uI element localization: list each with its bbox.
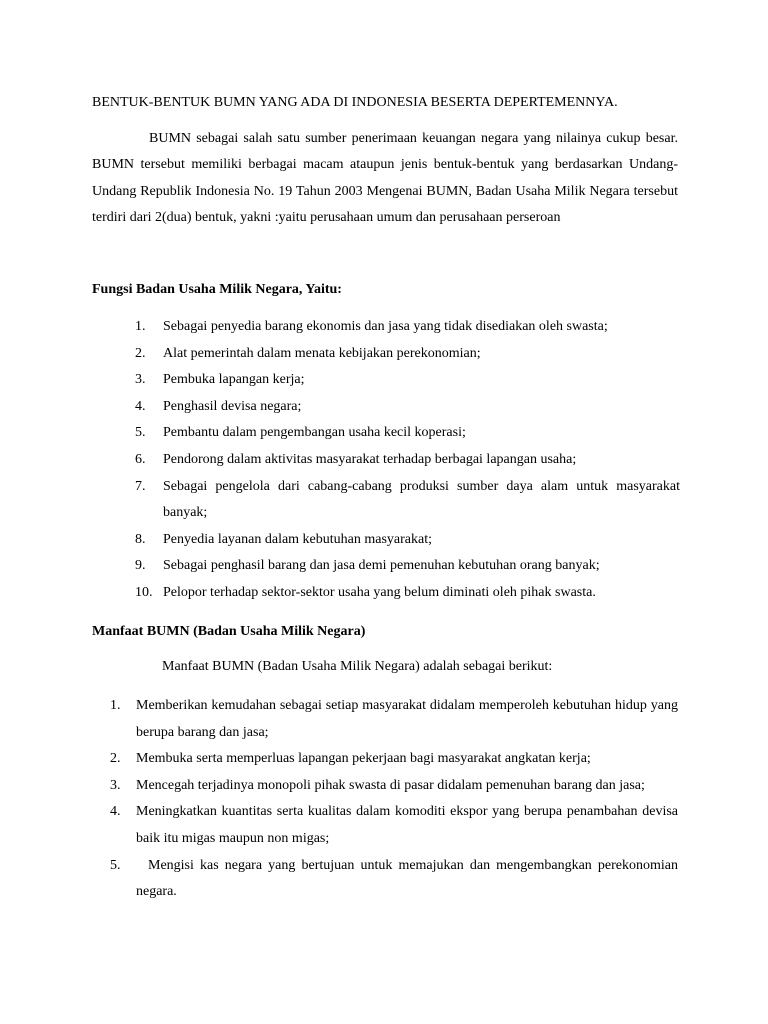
list-item-text: Pendorong dalam aktivitas masyarakat terhadap berbagai lapangan usaha; [163,451,577,467]
list-item [135,341,680,368]
list-item [110,799,678,852]
list-item [110,693,678,746]
list-item [135,553,680,580]
list-item-number: 1. [110,698,121,713]
list-item-number: 2. [135,345,146,361]
list-item-number: 5. [135,425,146,441]
list-item-number: 7. [135,478,146,494]
fungsi-heading: Fungsi Badan Usaha Milik Negara, Yaitu: [92,282,342,297]
list-item [135,367,680,394]
list-item [110,746,678,773]
list-item-number: 9. [135,558,146,574]
intro-paragraph: BUMN sebagai salah satu sumber penerimaan keuangan negara yang nilainya cukup besar. BUMN tersebut memiliki berbagai macam ataupun jenis bentuk-bentuk yang berdasarkan Undang-Undang Republik Indonesia No. 19 Tahun 2003 Mengenai BUMN, Badan Usaha Milik Negara tersebut terdiri dari 2(dua) bentuk, yakni :yaitu perusahaan umum dan perusahaan perseroan [92,131,678,226]
list-item-text: Membuka serta memperluas lapangan pekerjaan bagi masyarakat angkatan kerja; [136,751,591,767]
list-item-number: 2. [110,751,121,767]
list-item [135,314,680,341]
list-item-number: 3. [110,777,121,793]
manfaat-intro: Manfaat BUMN (Badan Usaha Milik Negara) adalah sebagai berikut: [162,659,553,674]
list-item-text: Pelopor terhadap sektor-sektor usaha yang belum diminati oleh pihak swasta. [163,584,596,600]
manfaat-heading: Manfaat BUMN (Badan Usaha Milik Negara) [92,624,366,639]
list-item [135,447,680,474]
manfaat-list [110,693,678,906]
list-item-number: 4. [135,398,146,414]
list-item-number: 1. [135,319,146,334]
list-item-number: 3. [135,372,146,388]
list-item-text: Penghasil devisa negara; [163,398,302,414]
list-item-text: Pembuka lapangan kerja; [163,372,305,388]
list-item-text: Alat pemerintah dalam menata kebijakan perekonomian; [163,345,481,361]
list-item-text: Sebagai penghasil barang dan jasa demi pemenuhan kebutuhan orang banyak; [163,558,600,574]
list-item [135,580,680,607]
list-item [110,853,678,906]
list-item-text: Meningkatkan kuantitas serta kualitas dalam komoditi ekspor yang berupa penambahan devisa baik itu migas maupun non migas; [136,804,678,846]
list-item [135,527,680,554]
list-item-text: Sebagai penyedia barang ekonomis dan jasa yang tidak disediakan oleh swasta; [163,319,608,334]
list-item-number: 6. [135,451,146,467]
fungsi-list [135,314,680,607]
list-item [135,394,680,421]
list-item-text: Sebagai pengelola dari cabang-cabang produksi sumber daya alam untuk masyarakat banyak; [163,478,680,521]
list-item-number: 8. [135,531,146,547]
list-item-number: 4. [110,804,121,820]
list-item [110,773,678,800]
list-item [135,420,680,447]
list-item-text: Mencegah terjadinya monopoli pihak swasta di pasar didalam pemenuhan barang dan jasa; [136,777,645,793]
list-item [135,474,680,527]
list-item-text: Memberikan kemudahan sebagai setiap masyarakat didalam memperoleh kebutuhan hidup yang berupa barang dan jasa; [136,698,678,740]
document-title: BENTUK-BENTUK BUMN YANG ADA DI INDONESIA BESERTA DEPERTEMENNYA. [92,95,618,110]
list-item-number: 10. [135,584,153,600]
list-item-text: Pembantu dalam pengembangan usaha kecil koperasi; [163,425,466,441]
list-item-number: 5. [110,857,121,873]
list-item-text: Mengisi kas negara yang bertujuan untuk memajukan dan mengembangkan perekonomian negara. [136,857,678,900]
list-item-text: Penyedia layanan dalam kebutuhan masyarakat; [163,531,433,547]
